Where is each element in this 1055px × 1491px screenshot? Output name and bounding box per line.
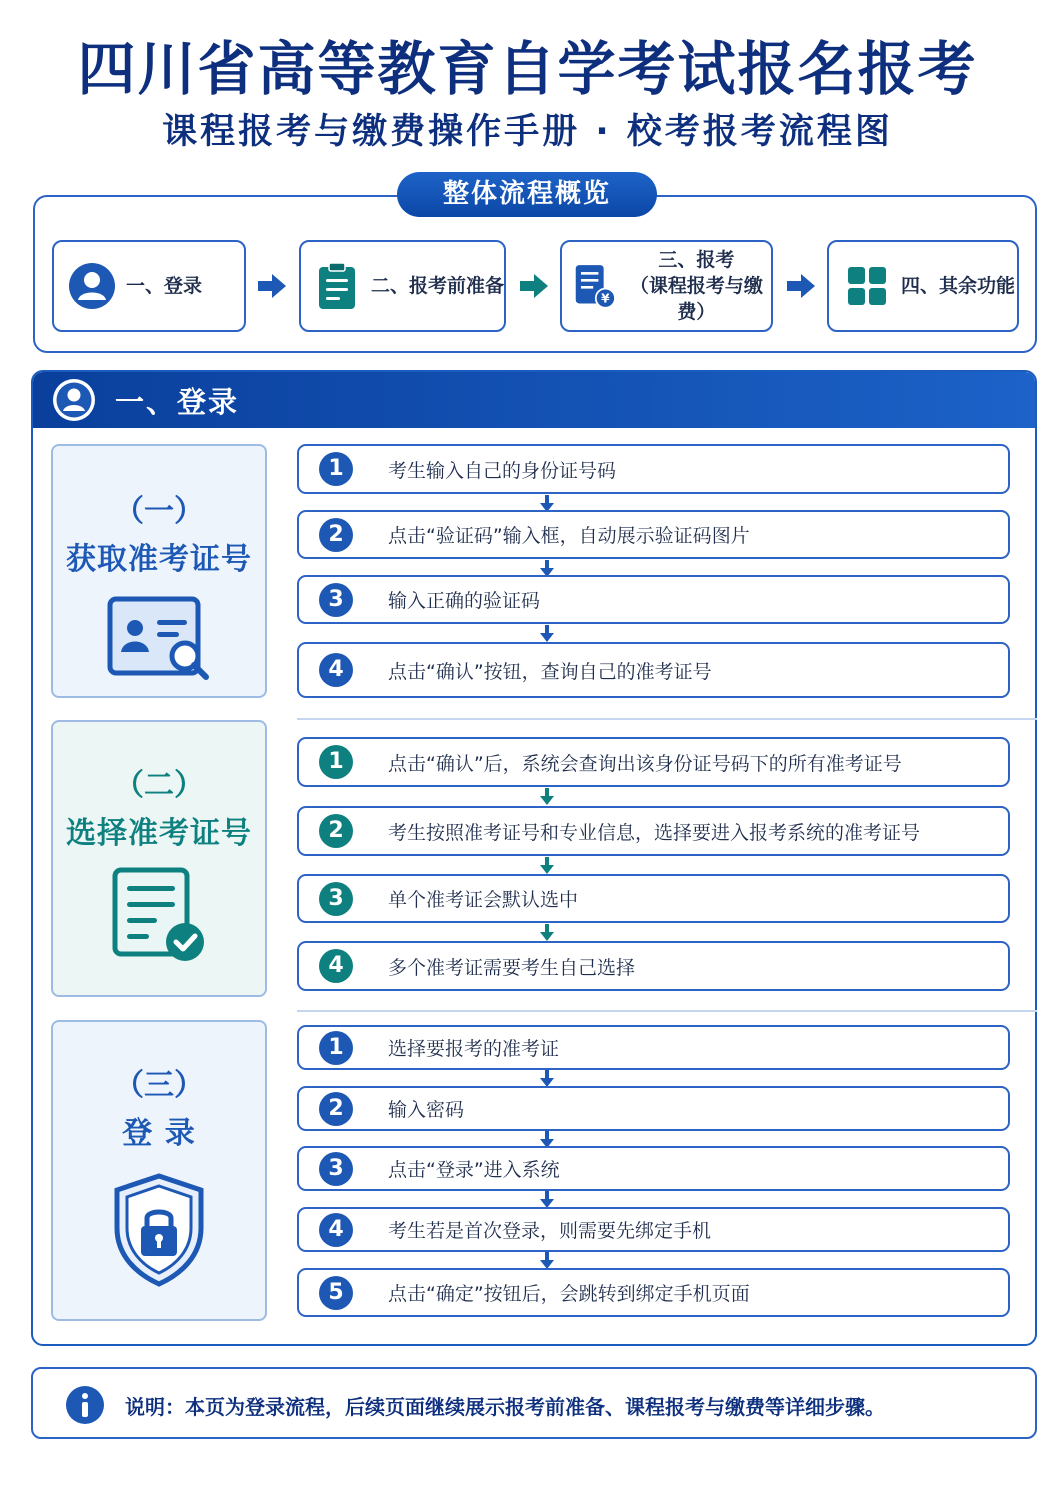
arrow-right-icon bbox=[518, 270, 550, 302]
section-header bbox=[33, 372, 1035, 428]
overview-step-register[interactable] bbox=[560, 240, 773, 332]
step-number: 3 bbox=[319, 882, 353, 916]
step-number: 1 bbox=[319, 1031, 353, 1065]
step-text: 点击“确认”按钮，查询自己的准考证号 bbox=[388, 660, 712, 683]
step-text: 选择要报考的准考证 bbox=[388, 1038, 560, 1060]
section-divider bbox=[297, 718, 1037, 720]
user-icon bbox=[51, 377, 97, 423]
svg-text:¥: ¥ bbox=[601, 291, 610, 306]
shield-lock-icon bbox=[111, 1172, 207, 1288]
arrow-down-icon bbox=[539, 788, 555, 806]
step-number: 2 bbox=[319, 518, 353, 552]
overview-title: 整体流程概览 bbox=[397, 172, 657, 217]
step-text: 单个准考证会默认选中 bbox=[388, 889, 579, 911]
section-divider bbox=[297, 1010, 1037, 1012]
section-title: 一、登录 bbox=[115, 385, 240, 419]
step-item bbox=[297, 1146, 1010, 1191]
arrow-right-icon bbox=[256, 270, 288, 302]
step-item bbox=[297, 642, 1010, 698]
step-text: 考生输入自己的身份证号码 bbox=[388, 459, 617, 482]
overview-step-sublabel: （课程报考与缴费） bbox=[629, 275, 763, 323]
overview-step-prep[interactable] bbox=[299, 240, 506, 332]
step-text: 多个准考证需要考生自己选择 bbox=[388, 956, 636, 979]
step-number: 2 bbox=[319, 814, 353, 848]
step-item bbox=[297, 737, 1010, 787]
step-item bbox=[297, 1268, 1010, 1317]
group-number: （一） bbox=[114, 494, 204, 529]
step-number: 3 bbox=[319, 583, 353, 617]
step-text: 点击“确定”按钮后，会跳转到绑定手机页面 bbox=[388, 1283, 750, 1305]
document-check-icon bbox=[109, 866, 209, 966]
overview-step-label: 二、报考前准备 bbox=[371, 275, 505, 297]
step-text: 考生按照准考证号和专业信息，选择要进入报考系统的准考证号 bbox=[388, 821, 921, 844]
step-item bbox=[297, 1207, 1010, 1252]
step-number: 4 bbox=[319, 1213, 353, 1247]
step-number: 1 bbox=[319, 745, 353, 779]
overview-step-other[interactable] bbox=[827, 240, 1019, 332]
overview-step-label: 四、其余功能 bbox=[901, 275, 1016, 297]
step-number: 1 bbox=[319, 452, 353, 486]
step-item bbox=[297, 1025, 1010, 1070]
arrow-down-icon bbox=[539, 625, 555, 643]
step-text: 点击“确认”后，系统会查询出该身份证号码下的所有准考证号 bbox=[388, 752, 902, 775]
step-number: 2 bbox=[319, 1092, 353, 1126]
group-number: （三） bbox=[114, 1068, 204, 1103]
step-number: 4 bbox=[319, 653, 353, 687]
arrow-down-icon bbox=[539, 857, 555, 875]
overview-step-login[interactable] bbox=[52, 240, 246, 332]
group-card-get-ticket bbox=[51, 444, 267, 698]
id-card-search-icon bbox=[107, 596, 211, 682]
step-text: 输入正确的验证码 bbox=[388, 590, 541, 612]
group-name: 选择准考证号 bbox=[66, 816, 252, 851]
step-item bbox=[297, 1086, 1010, 1131]
step-number: 3 bbox=[319, 1152, 353, 1186]
group-name: 登 录 bbox=[122, 1116, 196, 1151]
info-icon bbox=[65, 1385, 105, 1425]
step-item bbox=[297, 874, 1010, 923]
step-text: 点击“验证码”输入框，自动展示验证码图片 bbox=[388, 525, 750, 547]
grid-apps-icon bbox=[847, 266, 887, 306]
overview-step-label: 一、登录 bbox=[126, 275, 203, 297]
group-name: 获取准考证号 bbox=[66, 542, 252, 577]
step-number: 4 bbox=[319, 949, 353, 983]
step-item bbox=[297, 444, 1010, 494]
page-title: 四川省高等教育自学考试报名报考 bbox=[77, 35, 978, 103]
step-item bbox=[297, 510, 1010, 559]
group-card-select-ticket bbox=[51, 720, 267, 997]
clipboard-icon bbox=[317, 261, 357, 311]
fee-document-icon bbox=[574, 260, 616, 312]
overview-step-label: 三、报考 bbox=[658, 249, 735, 271]
step-item bbox=[297, 575, 1010, 624]
step-text: 点击“登录”进入系统 bbox=[388, 1159, 560, 1181]
note-box bbox=[31, 1367, 1037, 1439]
arrow-right-icon bbox=[785, 270, 817, 302]
step-number: 5 bbox=[319, 1276, 353, 1310]
arrow-down-icon bbox=[539, 924, 555, 942]
group-card-login bbox=[51, 1020, 267, 1321]
group-number: （二） bbox=[114, 768, 204, 803]
step-item bbox=[297, 941, 1010, 991]
step-text: 考生若是首次登录，则需要先绑定手机 bbox=[388, 1220, 712, 1242]
step-item bbox=[297, 806, 1010, 856]
note-text: 说明：本页为登录流程，后续页面继续展示报考前准备、课程报考与缴费等详细步骤。 bbox=[125, 1395, 885, 1419]
step-text: 输入密码 bbox=[388, 1099, 465, 1121]
page-subtitle: 课程报考与缴费操作手册 · 校考报考流程图 bbox=[162, 112, 893, 152]
user-icon bbox=[68, 262, 116, 310]
